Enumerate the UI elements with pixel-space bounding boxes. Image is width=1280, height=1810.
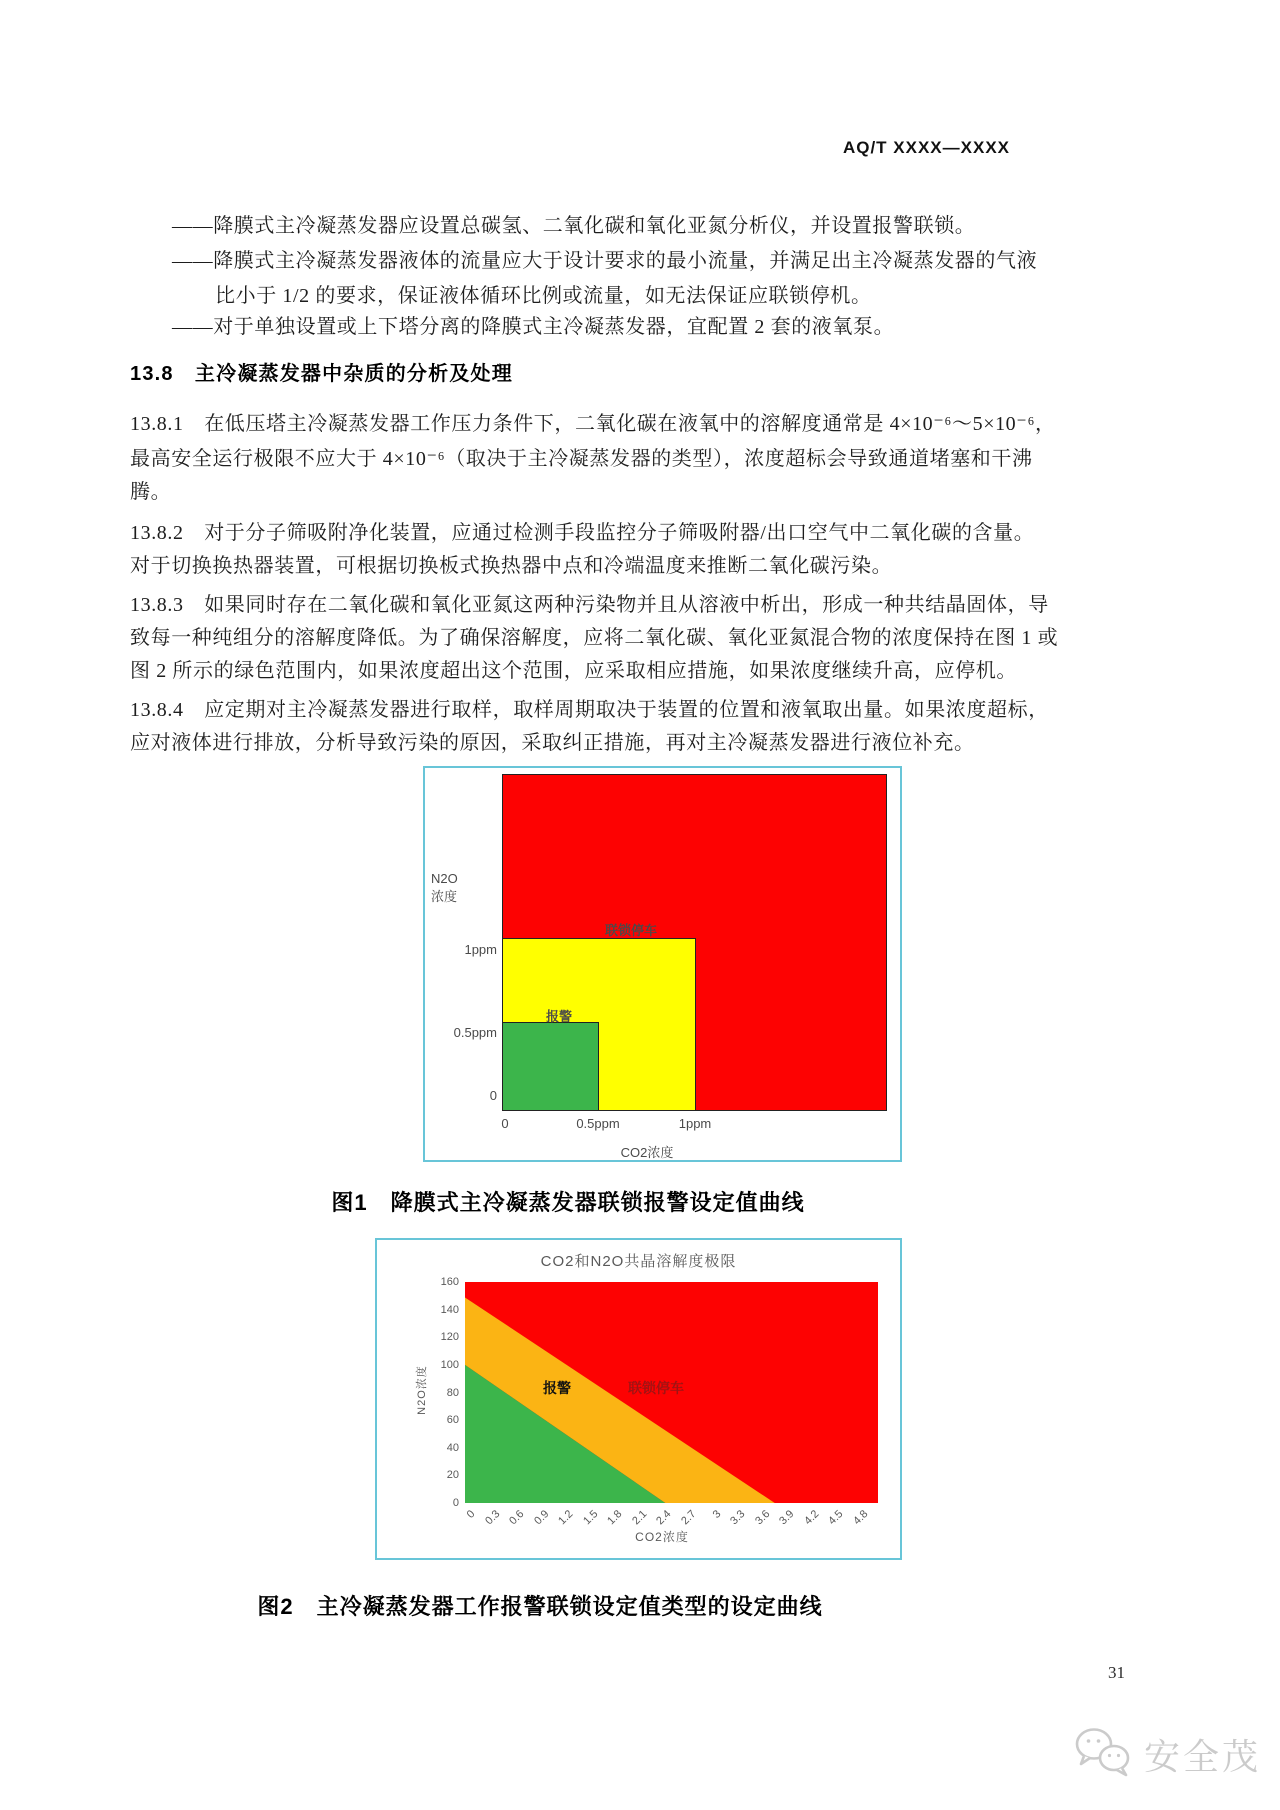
fig2-y-tick: 60 [446,1414,459,1427]
fig2-x-tick: 3.9 [777,1508,797,1528]
fig1-y-axis-title: N2O 浓度 [431,871,458,904]
fig2-y-tick: 120 [440,1331,459,1344]
fig1-x-tick: 0 [501,1116,509,1131]
chat-bubbles-icon [1072,1724,1134,1785]
fig2-x-tick: 0.3 [482,1508,503,1528]
fig2-x-axis-title: CO2浓度 [635,1530,689,1544]
fig1-y-tick: 1ppm [464,942,497,957]
fig2-x-tick: 4.8 [851,1508,871,1528]
doc-code-header: AQ/T XXXX—XXXX [842,138,1010,157]
fig2-label-interlock: 联锁停车 [628,1380,684,1396]
fig2-y-tick: 0 [452,1497,459,1509]
fig2-x-tick: 1.5 [580,1508,601,1528]
fig2-x-tick: 1.8 [605,1508,625,1528]
fig2-y-tick: 40 [446,1441,459,1454]
body-line: 应对液体进行排放，分析导致污染的原因，采取纠正措施，再对主冷凝蒸发器进行液位补充。 [130,732,975,754]
body-line: 比小于 1/2 的要求，保证液体循环比例或流量，如无法保证应联锁停机。 [215,285,872,307]
fig2-x-tick: 0 [464,1508,478,1521]
section-heading: 13.8 主冷凝蒸发器中杂质的分析及处理 [130,363,513,385]
watermark-brand: 安全茂 [1144,1736,1262,1777]
body-line: 最高安全运行极限不应大于 4×10⁻⁶（取决于主冷凝蒸发器的类型），浓度超标会导致通道堵塞和干沸 [130,448,1033,470]
figure1-caption: 图1 降膜式主冷凝蒸发器联锁报警设定值曲线 [331,1190,805,1215]
body-line: 图 2 所示的绿色范围内，如果浓度超出这个范围，应采取相应措施，如果浓度继续升高，应停机。 [130,660,1017,682]
body-line: ——对于单独设置或上下塔分离的降膜式主冷凝蒸发器，宜配置 2 套的液氧泵。 [172,316,895,338]
body-line: 13.8.1 在低压塔主冷凝蒸发器工作压力条件下，二氧化碳在液氧中的溶解度通常是 4×10⁻⁶～5×10⁻⁶， [130,413,1056,435]
body-line: ——降膜式主冷凝蒸发器液体的流量应大于设计要求的最小流量，并满足出主冷凝蒸发器的气液 [172,250,1038,272]
fig2-x-tick: 2.7 [679,1508,699,1528]
fig2-y-tick: 100 [440,1358,459,1371]
body-line: 对于切换换热器装置，可根据切换板式换热器中点和冷端温度来推断二氧化碳污染。 [130,555,893,577]
fig1-label-alarm: 报警 [545,1009,572,1024]
fig2-y-tick: 160 [440,1276,459,1288]
fig2-x-tick: 1.2 [556,1508,576,1528]
figure1-chart [423,766,902,1162]
fig2-x-tick: 3.6 [752,1508,773,1528]
figure2-caption: 图2 主冷凝蒸发器工作报警联锁设定值类型的设定曲线 [257,1594,823,1619]
fig2-x-tick: 3.3 [728,1508,748,1528]
fig2-y-tick: 140 [440,1303,459,1316]
fig2-x-tick: 0.9 [531,1508,552,1528]
fig2-x-tick: 2.1 [630,1508,650,1528]
fig2-y-tick: 20 [446,1469,459,1482]
fig2-plot-area [465,1282,878,1503]
body-line: 13.8.4 应定期对主冷凝蒸发器进行取样，取样周期取决于装置的位置和液氧取出量。如果浓度超标， [130,699,1049,721]
fig2-x-tick: 2.4 [654,1508,674,1528]
figure2-chart [375,1238,902,1560]
fig1-y-tick: 0.5ppm [453,1025,497,1040]
fig2-x-tick: 4.2 [802,1508,822,1528]
body-line: 13.8.3 如果同时存在二氧化碳和氧化亚氮这两种污染物并且从溶液中析出，形成一种共结晶固体，导 [130,594,1049,616]
fig1-region-normal-green [502,1022,599,1111]
body-line: 致每一种纯组分的溶解度降低。为了确保溶解度，应将二氧化碳、氧化亚氮混合物的浓度保持在图 1 或 [130,627,1059,649]
fig1-x-tick: 0.5ppm [576,1116,620,1131]
fig1-label-interlock: 联锁停车 [604,923,657,938]
fig2-y-tick: 80 [446,1386,459,1399]
watermark [1072,1724,1261,1785]
fig1-x-axis-title: CO2浓度 [620,1145,674,1160]
fig2-label-alarm: 报警 [543,1380,571,1396]
fig1-y-tick: 0 [489,1088,497,1103]
fig2-x-tick: 0.6 [507,1508,527,1528]
body-line: ——降膜式主冷凝蒸发器应设置总碳氢、二氧化碳和氧化亚氮分析仪，并设置报警联锁。 [172,215,976,237]
body-line: 腾。 [130,481,172,503]
page-number: 31 [1108,1663,1125,1682]
fig1-x-tick: 1ppm [678,1116,712,1131]
body-line: 13.8.2 对于分子筛吸附净化装置，应通过检测手段监控分子筛吸附器/出口空气中二氧化碳的含量。 [130,522,1035,544]
fig2-title: CO2和N2O共晶溶解度极限 [540,1253,737,1270]
fig2-x-tick: 4.5 [826,1508,846,1528]
fig2-x-tick: 3 [710,1508,724,1521]
fig2-y-axis-title: N2O浓度 [416,1365,428,1415]
